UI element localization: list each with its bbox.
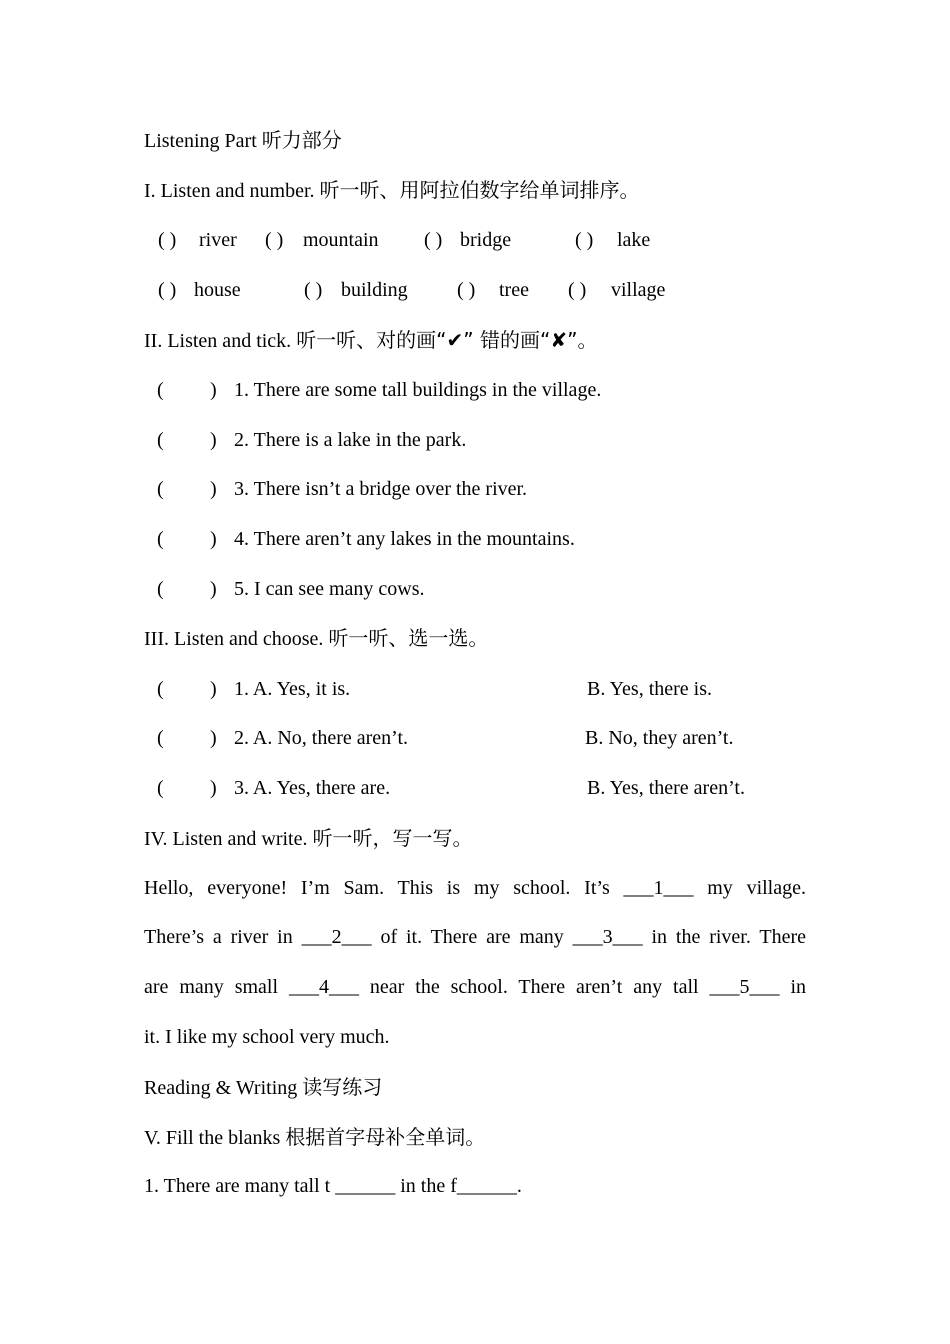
- section4-title-cn: 听一听，写一写。: [312, 826, 473, 850]
- passage-line: it. I like my school very much.: [144, 1026, 390, 1048]
- passage-line: are many small ___4___ near the school. There aren’t any tall ___5___ in: [144, 976, 806, 998]
- tick-item: 5. I can see many cows.: [234, 578, 425, 600]
- heading-cn: 读写练习: [302, 1075, 383, 1099]
- word-item: bridge: [460, 229, 512, 251]
- answer-close-bracket: ): [210, 578, 217, 600]
- choice-b: B. Yes, there aren’t.: [587, 777, 745, 799]
- answer-open-bracket[interactable]: (: [157, 379, 164, 401]
- heading-cn: 听力部分: [261, 128, 342, 152]
- answer-close-bracket: ): [210, 379, 217, 401]
- section3-title-en: III. Listen and choose.: [144, 628, 324, 650]
- word-bracket[interactable]: ( ): [158, 229, 177, 251]
- answer-open-bracket[interactable]: (: [157, 528, 164, 550]
- word-bracket[interactable]: ( ): [265, 229, 284, 251]
- section2-title-cn: 听一听、对的画“✔” 错的画“✘”。: [296, 328, 598, 352]
- choice-a: 1. A. Yes, it is.: [234, 678, 351, 700]
- word-bracket[interactable]: ( ): [158, 279, 177, 301]
- tick-item: 4. There aren’t any lakes in the mountains.: [234, 528, 575, 550]
- passage-line: There’s a river in ___2___ of it. There are many ___3___ in the river. There: [144, 926, 806, 948]
- word-item: river: [199, 229, 237, 251]
- answer-open-bracket[interactable]: (: [157, 429, 164, 451]
- word-item: tree: [499, 279, 529, 301]
- answer-close-bracket: ): [210, 528, 217, 550]
- answer-open-bracket[interactable]: (: [157, 727, 164, 749]
- choice-a: 2. A. No, there aren’t.: [234, 727, 409, 749]
- section2-title-en: II. Listen and tick.: [144, 330, 292, 352]
- word-bracket[interactable]: ( ): [568, 279, 587, 301]
- word-item: village: [611, 279, 666, 301]
- tick-item: 1. There are some tall buildings in the village.: [234, 379, 602, 401]
- tick-item: 3. There isn’t a bridge over the river.: [234, 478, 528, 500]
- answer-close-bracket: ): [210, 429, 217, 451]
- choice-b: B. No, they aren’t.: [585, 727, 734, 749]
- word-bracket[interactable]: ( ): [304, 279, 323, 301]
- section3-title-cn: 听一听、选一选。: [328, 626, 489, 650]
- answer-open-bracket[interactable]: (: [157, 478, 164, 500]
- section5-title: [144, 1125, 485, 1150]
- answer-open-bracket[interactable]: (: [157, 777, 164, 799]
- listening-part-heading: [144, 128, 342, 153]
- section1-title: [144, 178, 640, 203]
- reading-writing-heading: [144, 1075, 382, 1100]
- section1-title-en: I. Listen and number.: [144, 180, 315, 202]
- section1-title-cn: 听一听、用阿拉伯数字给单词排序。: [319, 178, 640, 202]
- word-item: building: [341, 279, 408, 301]
- word-item: lake: [617, 229, 651, 251]
- section2-title: [144, 328, 598, 353]
- answer-close-bracket: ): [210, 727, 217, 749]
- word-bracket[interactable]: ( ): [575, 229, 594, 251]
- answer-open-bracket[interactable]: (: [157, 578, 164, 600]
- fill-blank-item[interactable]: 1. There are many tall t ______ in the f______.: [144, 1175, 522, 1197]
- heading-en: Reading & Writing: [144, 1077, 298, 1099]
- choice-b: B. Yes, there is.: [587, 678, 713, 700]
- heading-en: Listening Part: [144, 130, 257, 152]
- section5-title-cn: 根据首字母补全单词。: [285, 1125, 486, 1149]
- answer-close-bracket: ): [210, 678, 217, 700]
- section4-title-en: IV. Listen and write.: [144, 828, 308, 850]
- word-bracket[interactable]: ( ): [424, 229, 443, 251]
- section3-title: [144, 626, 488, 651]
- answer-close-bracket: ): [210, 777, 217, 799]
- section4-title: [144, 826, 473, 851]
- word-item: house: [194, 279, 241, 301]
- word-bracket[interactable]: ( ): [457, 279, 476, 301]
- tick-item: 2. There is a lake in the park.: [234, 429, 467, 451]
- passage-line: Hello, everyone! I’m Sam. This is my school. It’s ___1___ my village.: [144, 877, 806, 899]
- choice-a: 3. A. Yes, there are.: [234, 777, 391, 799]
- answer-close-bracket: ): [210, 478, 217, 500]
- word-item: mountain: [303, 229, 379, 251]
- answer-open-bracket[interactable]: (: [157, 678, 164, 700]
- section5-title-en: V. Fill the blanks: [144, 1127, 281, 1149]
